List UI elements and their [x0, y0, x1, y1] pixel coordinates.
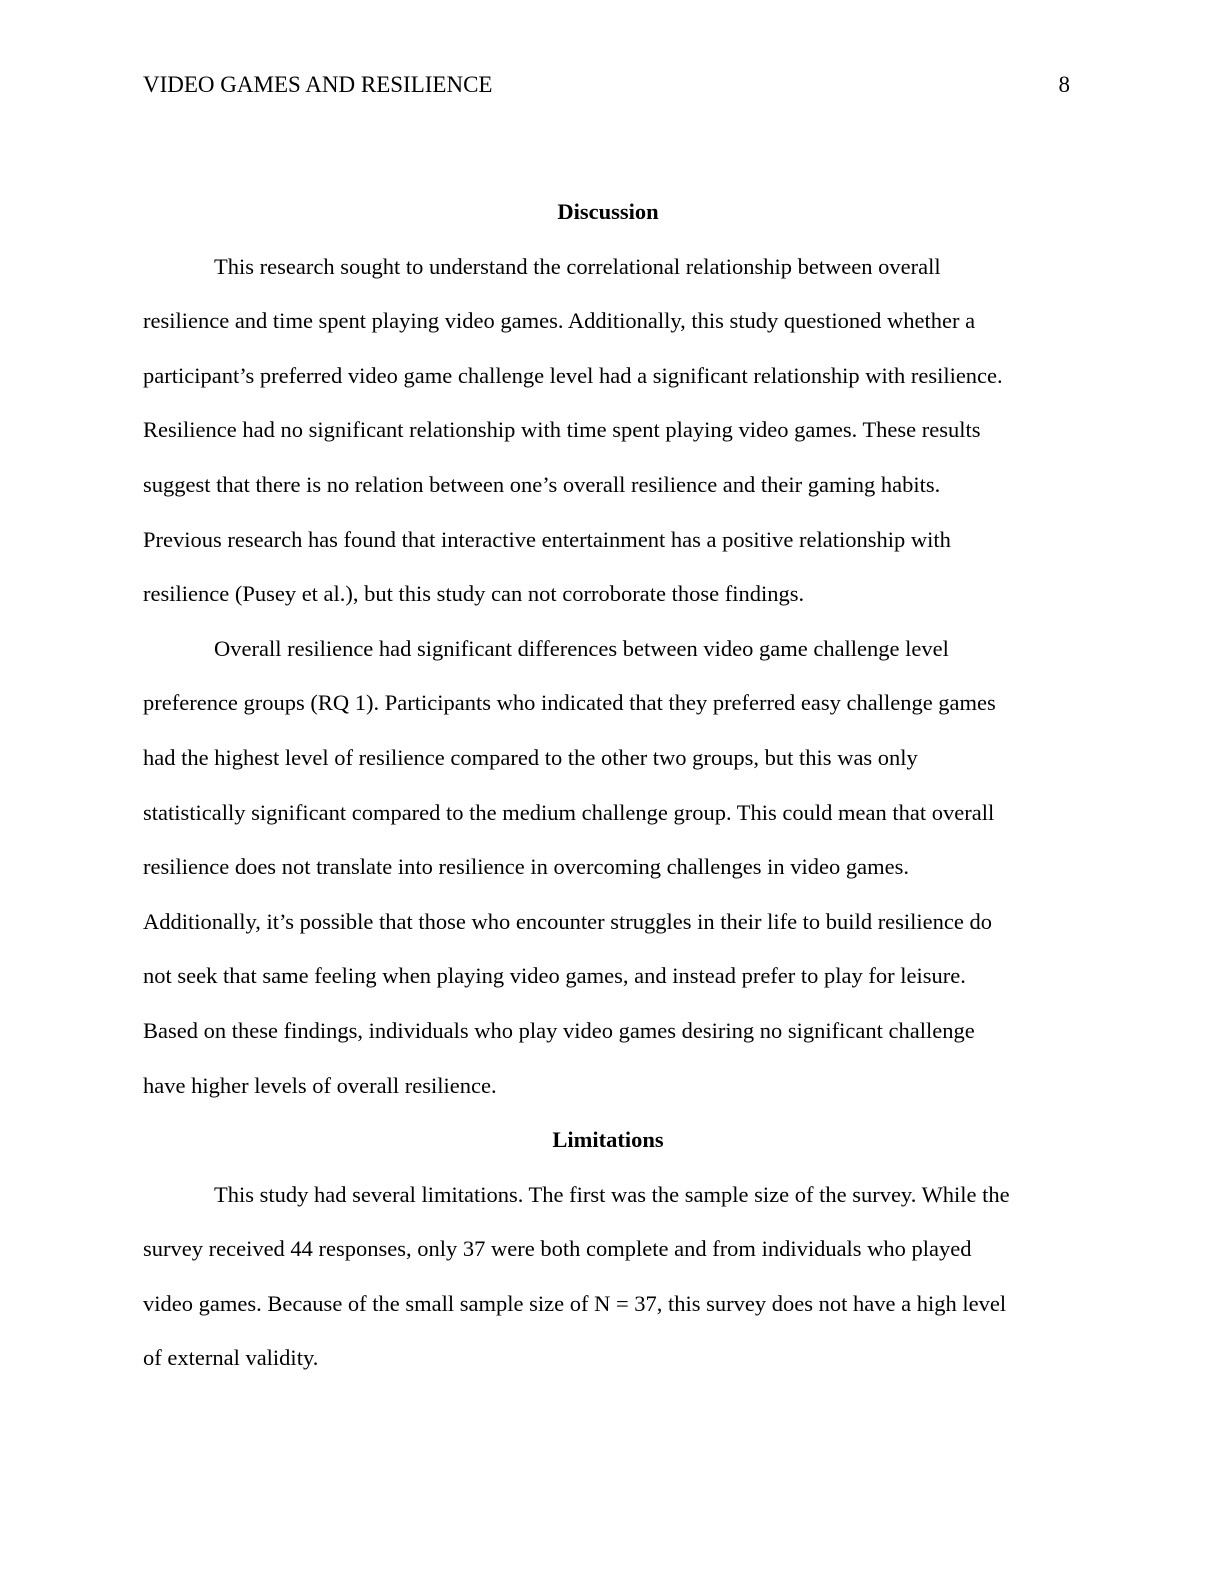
text-line: Overall resilience had significant differences between video game challenge level — [214, 635, 949, 661]
text-line: suggest that there is no relation between one’s overall resilience and their gaming habits. — [143, 471, 941, 497]
body-text — [143, 185, 1073, 1386]
text-line: video games. Because of the small sample size of N = 37, this survey does not have a high level — [143, 1290, 1007, 1316]
discussion-paragraph-1 — [143, 240, 1073, 622]
text-line: resilience does not translate into resilience in overcoming challenges in video games. — [143, 854, 909, 880]
running-head: VIDEO GAMES AND RESILIENCE — [143, 72, 493, 97]
section-heading-limitations: Limitations — [552, 1127, 664, 1153]
text-line: This study had several limitations. The first was the sample size of the survey. While the — [214, 1181, 1010, 1207]
limitations-paragraph-1 — [143, 1168, 1073, 1386]
text-line: of external validity. — [143, 1345, 319, 1371]
text-line: Based on these findings, individuals who play video games desiring no significant challenge — [143, 1017, 975, 1043]
text-line: Previous research has found that interactive entertainment has a positive relationship with — [143, 526, 951, 552]
discussion-paragraph-2 — [143, 622, 1073, 1113]
text-line: have higher levels of overall resilience. — [143, 1072, 497, 1098]
text-line: statistically significant compared to the medium challenge group. This could mean that overall — [143, 799, 995, 825]
text-line: not seek that same feeling when playing video games, and instead prefer to play for leisure. — [143, 963, 966, 989]
text-line: Resilience had no significant relationship with time spent playing video games. These results — [143, 417, 981, 443]
text-line: participant’s preferred video game challenge level had a significant relationship with resilience. — [143, 362, 1003, 388]
text-line: survey received 44 responses, only 37 were both complete and from individuals who played — [143, 1236, 972, 1262]
section-heading-discussion: Discussion — [557, 199, 659, 224]
text-line: This research sought to understand the correlational relationship between overall — [214, 253, 941, 279]
text-line: resilience (Pusey et al.), but this study can not corroborate those findings. — [143, 581, 805, 607]
text-line: resilience and time spent playing video games. Additionally, this study questioned whether a — [143, 308, 976, 334]
page-number: 8 — [1058, 72, 1070, 97]
text-line: Additionally, it’s possible that those who encounter struggles in their life to build resilience do — [143, 908, 993, 934]
text-line: had the highest level of resilience compared to the other two groups, but this was only — [143, 744, 918, 770]
text-line: preference groups (RQ 1). Participants who indicated that they preferred easy challenge games — [143, 690, 996, 716]
